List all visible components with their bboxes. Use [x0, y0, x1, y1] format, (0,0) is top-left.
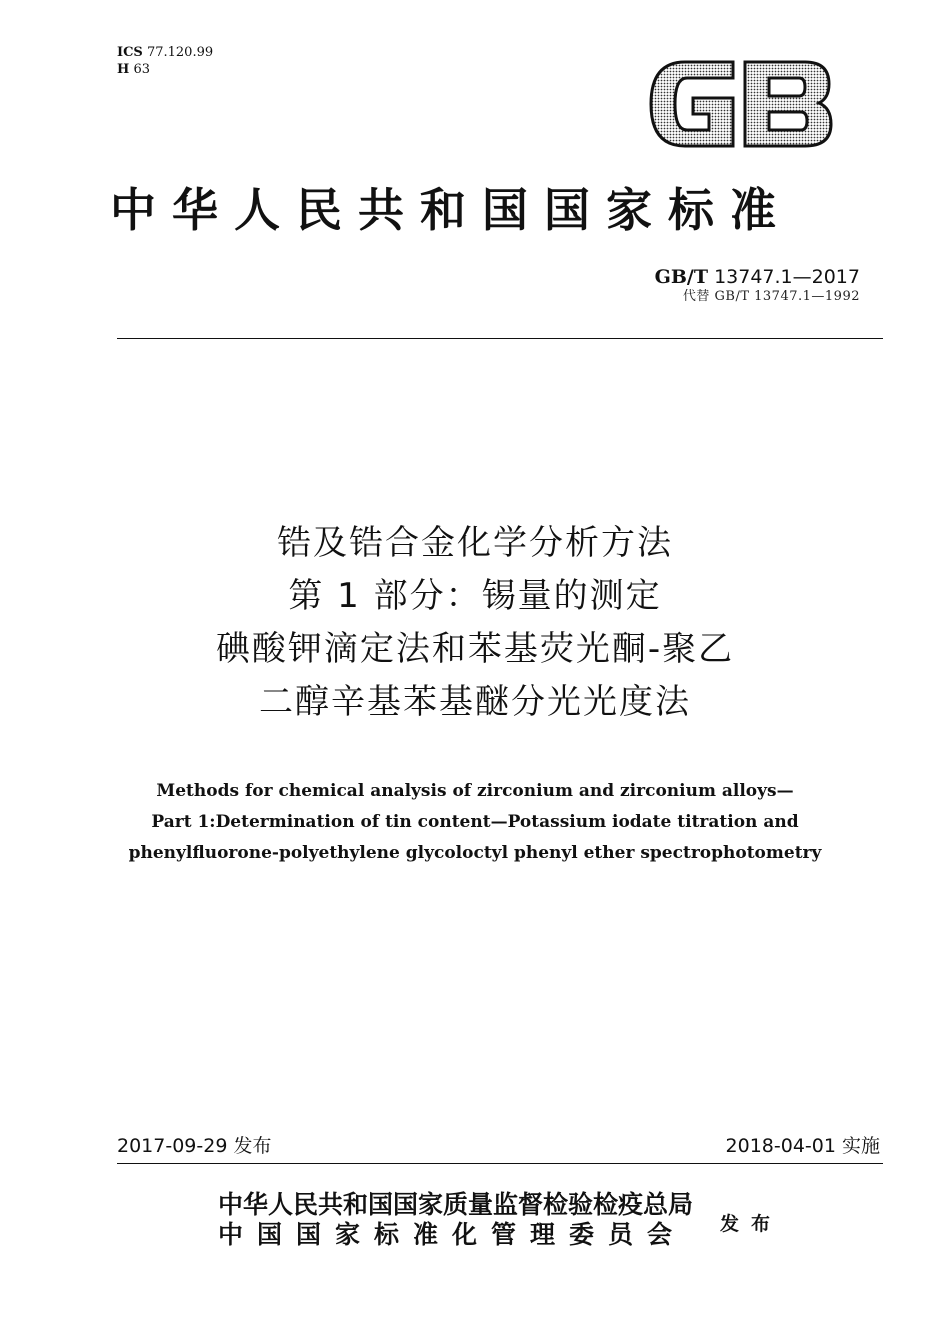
- issuing-authorities: [218, 1190, 708, 1250]
- english-title-line-1: Methods for chemical analysis of zirconium and zirconium alloys—: [156, 781, 794, 801]
- issuer-aqsiq: 中华人民共和国国家质量监督检验检疫总局: [218, 1190, 694, 1219]
- standard-prefix: GB/T: [654, 266, 709, 288]
- ics-classification: [117, 44, 213, 78]
- chinese-title: [0, 517, 950, 729]
- implementation-date: 2018-04-01 实施: [725, 1135, 880, 1157]
- ics-label: ICS: [117, 45, 143, 60]
- english-title-line-2: Part 1:Determination of tin content—Potassium iodate titration and: [151, 812, 799, 832]
- bottom-divider: [117, 1163, 883, 1164]
- english-title: [0, 776, 950, 869]
- chinese-title-line-1: 锆及锆合金化学分析方法: [277, 523, 673, 563]
- top-divider: [117, 338, 883, 339]
- chinese-title-line-3: 碘酸钾滴定法和苯基荧光酮-聚乙: [215, 629, 735, 669]
- replaces-standard: 代替 GB/T 13747.1—1992: [682, 289, 860, 304]
- class-label: H: [117, 62, 130, 77]
- ics-code: 77.120.99: [146, 45, 214, 60]
- national-standard-title: 中华人民共和国国家标准: [110, 183, 792, 237]
- chinese-title-line-2: 第 1 部分：锡量的测定: [288, 576, 662, 616]
- issuer-sac: 中国国家标准化管理委员会: [218, 1220, 687, 1249]
- english-title-line-3: phenylfluorone-polyethylene glycoloctyl phenyl ether spectrophotometry: [128, 843, 822, 863]
- gb-logo-icon: [645, 58, 835, 150]
- issue-date: 2017-09-29 发布: [117, 1135, 272, 1157]
- standard-code: 13747.1—2017: [714, 266, 860, 288]
- class-code: 63: [133, 62, 150, 77]
- publish-label: 发布: [720, 1213, 783, 1235]
- chinese-title-line-4: 二醇辛基苯基醚分光光度法: [259, 682, 691, 722]
- standard-number: [655, 266, 860, 306]
